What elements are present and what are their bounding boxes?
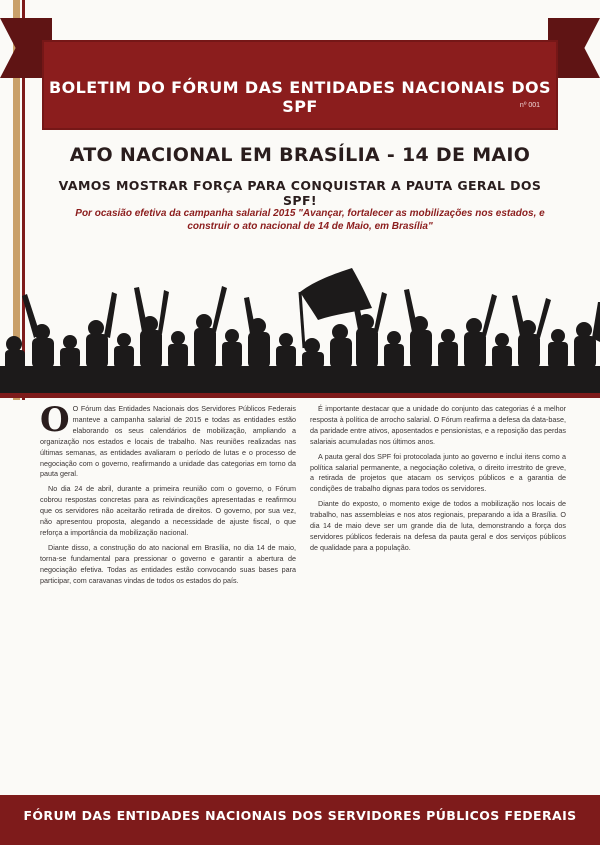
article-paragraph: O O Fórum das Entidades Nacionais dos Servidores Públicos Federais manteve a campanha salarial de 2015 e todas as entidades estão elaborando os seus calendários de mobilização, ampliando a organização nos estados e locais de trabalho. Nas reuniões realizadas nas últimas semanas, as entidades avaliaram o período de lutas e o processo de negociação com o governo, reafirmando a unidade das categorias em torno da pauta geral. <box>40 404 296 479</box>
masthead-title: BOLETIM DO FÓRUM DAS ENTIDADES NACIONAIS DOS SPF <box>49 78 551 116</box>
article-column-2 <box>310 404 566 784</box>
headline: ATO NACIONAL EM BRASÍLIA - 14 DE MAIO <box>69 144 531 166</box>
footer-band <box>0 795 600 845</box>
article-paragraph: É importante destacar que a unidade do conjunto das categorias é a melhor resposta à política de arrocho salarial. O Fórum reafirma a defesa da data-base, da paridade entre ativos, aposentados e pensionistas, e a reposição das perdas salariais acumuladas nos últimos anos. <box>310 404 566 446</box>
masthead-banner <box>42 40 558 130</box>
subheadline: VAMOS MOSTRAR FORÇA PARA CONQUISTAR A PAUTA GERAL DOS SPF! <box>58 178 542 208</box>
article-paragraph: Diante do exposto, o momento exige de todos a mobilização nos locais de trabalho, nas assembleias e nos atos regionais, preparando a ida a Brasília. O dia 14 de maio deve ser um grande dia de luta, demonstrando a força dos servidores públicos federais na defesa da pauta geral e dos serviços públicos de qualidade para a população. <box>310 499 566 552</box>
crowd-divider <box>0 393 600 398</box>
edition-label: nº 001 <box>519 102 540 109</box>
article-column-1 <box>40 404 296 784</box>
article-paragraph: A pauta geral dos SPF foi protocolada junto ao governo e inclui itens como a política salarial permanente, a negociação coletiva, o direito irrestrito de greve, a retirada de projetos que atacam os serviços públicos e a garantia de condições de trabalho dignas para todos os servidores. <box>310 451 566 494</box>
protest-crowd-illustration <box>0 262 600 398</box>
drop-cap: O <box>40 404 70 440</box>
article-body <box>40 404 566 784</box>
intro-text: Por ocasião efetiva da campanha salarial 2015 "Avançar, fortalecer as mobilizações nos estados, e construir o ato nacional de 14 de Maio, em Brasília" <box>75 208 545 232</box>
footer-title: FÓRUM DAS ENTIDADES NACIONAIS DOS SERVIDORES PÚBLICOS FEDERAIS <box>23 808 577 823</box>
article-paragraph: No dia 24 de abril, durante a primeira reunião com o governo, o Fórum cobrou respostas concretas para as reivindicações apresentadas e reafirmou que os servidores não aceitarão retirada de direitos. O governo, por sua vez, não apresentou proposta, alegando a necessidade de ajuste fiscal, o que reforça a importância da mobilização nacional. <box>40 484 296 537</box>
article-paragraph: Diante disso, a construção do ato nacional em Brasília, no dia 14 de maio, torna-se fundamental para pressionar o governo e garantir a abertura de negociação efetiva. Todas as entidades estão convocando suas bases para participar, com caravanas vindas de todos os estados do país. <box>40 542 296 585</box>
